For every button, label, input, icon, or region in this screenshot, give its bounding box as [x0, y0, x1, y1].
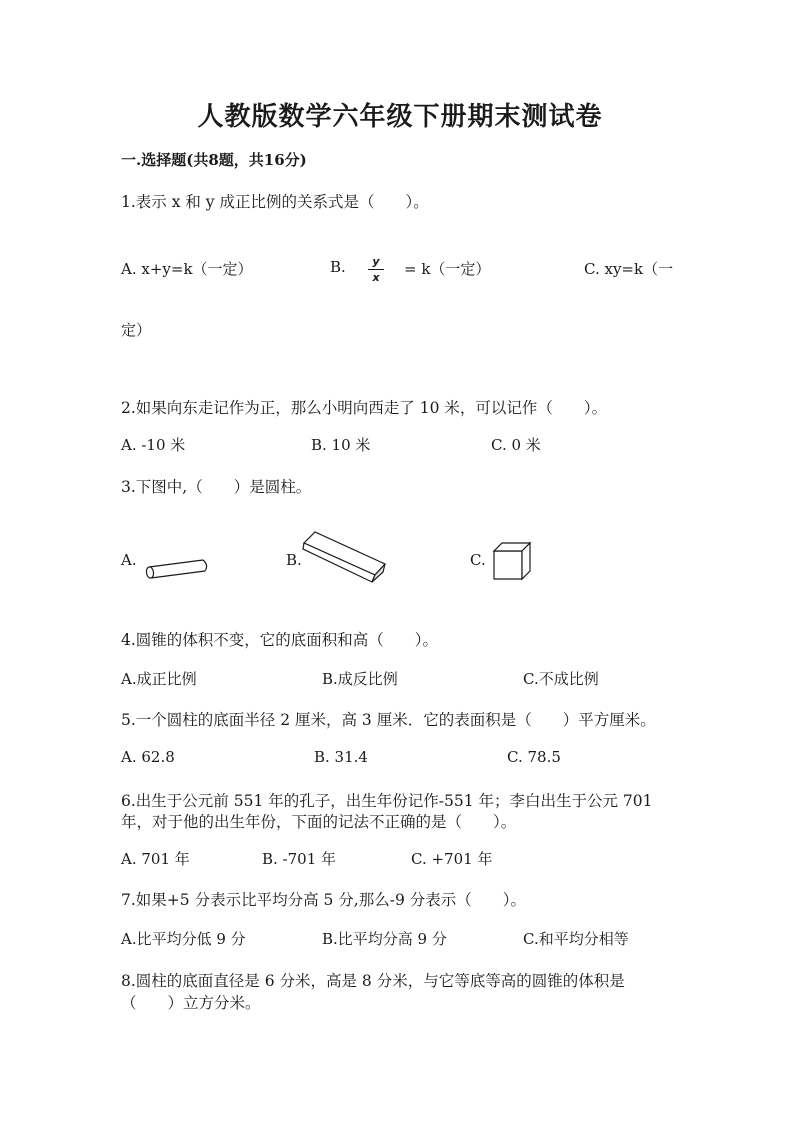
- question-5-option-c: C. 78.5: [507, 748, 561, 766]
- question-1-option-c-continued: 定）: [121, 321, 152, 339]
- question-6-option-c: C. +701 年: [411, 850, 493, 868]
- question-1-option-a: A. x+y=k（一定）: [121, 260, 253, 278]
- question-3-option-c: C.: [470, 551, 486, 569]
- question-8-stem-line-2: （ ）立方分米。: [121, 994, 261, 1012]
- question-6-option-a: A. 701 年: [121, 850, 190, 868]
- question-1-option-b-text: = k（一定）: [404, 260, 491, 278]
- question-2-option-a: A. -10 米: [121, 436, 186, 454]
- question-3-stem: 3.下图中,（ ）是圆柱。: [121, 478, 312, 496]
- question-7-option-b: B.比平均分高 9 分: [322, 930, 447, 948]
- question-2-option-b: B. 10 米: [311, 436, 371, 454]
- question-5-stem: 5.一个圆柱的底面半径 2 厘米，高 3 厘米．它的表面积是（ ）平方厘米。: [121, 711, 656, 729]
- cube-figure: [491, 540, 533, 582]
- question-1-option-b-fraction: [366, 256, 386, 283]
- question-8-stem-line-1: 8.圆柱的底面直径是 6 分米，高是 8 分米，与它等底等高的圆锥的体积是: [121, 972, 625, 990]
- question-7-stem: 7.如果+5 分表示比平均分高 5 分,那么-9 分表示（ ）。: [121, 891, 526, 909]
- question-1-option-c: C. xy=k（一: [584, 260, 674, 278]
- question-4-option-c: C.不成比例: [523, 670, 599, 688]
- question-5-option-a: A. 62.8: [121, 748, 175, 766]
- fraction-numerator: y: [372, 255, 380, 268]
- question-6-stem-line-1: 6.出生于公元前 551 年的孔子，出生年份记作-551 年；李白出生于公元 701: [121, 792, 653, 810]
- question-3-option-b: B.: [286, 551, 302, 569]
- question-1-stem: 1.表示 x 和 y 成正比例的关系式是（ ）。: [121, 193, 429, 211]
- fraction-denominator: x: [372, 271, 380, 284]
- cylinder-figure: [143, 558, 213, 586]
- question-7-option-a: A.比平均分低 9 分: [121, 930, 246, 948]
- question-7-option-c: C.和平均分相等: [523, 930, 629, 948]
- question-4-option-b: B.成反比例: [322, 670, 398, 688]
- question-5-option-b: B. 31.4: [314, 748, 368, 766]
- question-2-stem: 2.如果向东走记作为正，那么小明向西走了 10 米，可以记作（ ）。: [121, 399, 608, 417]
- question-6-stem-line-2: 年，对于他的出生年份，下面的记法不正确的是（ ）。: [121, 813, 517, 831]
- question-4-option-a: A.成正比例: [121, 670, 197, 688]
- section-heading: 一.选择题(共8题，共16分): [121, 151, 307, 169]
- prism-figure: [302, 529, 388, 585]
- question-6-option-b: B. -701 年: [262, 850, 337, 868]
- question-3-option-a: A.: [121, 551, 137, 569]
- question-4-stem: 4.圆锥的体积不变，它的底面积和高（ ）。: [121, 631, 439, 649]
- question-1-option-b-label: B.: [330, 258, 346, 276]
- fraction-bar: [368, 269, 384, 270]
- page-title: 人教版数学六年级下册期末测试卷: [197, 102, 603, 132]
- question-2-option-c: C. 0 米: [491, 436, 541, 454]
